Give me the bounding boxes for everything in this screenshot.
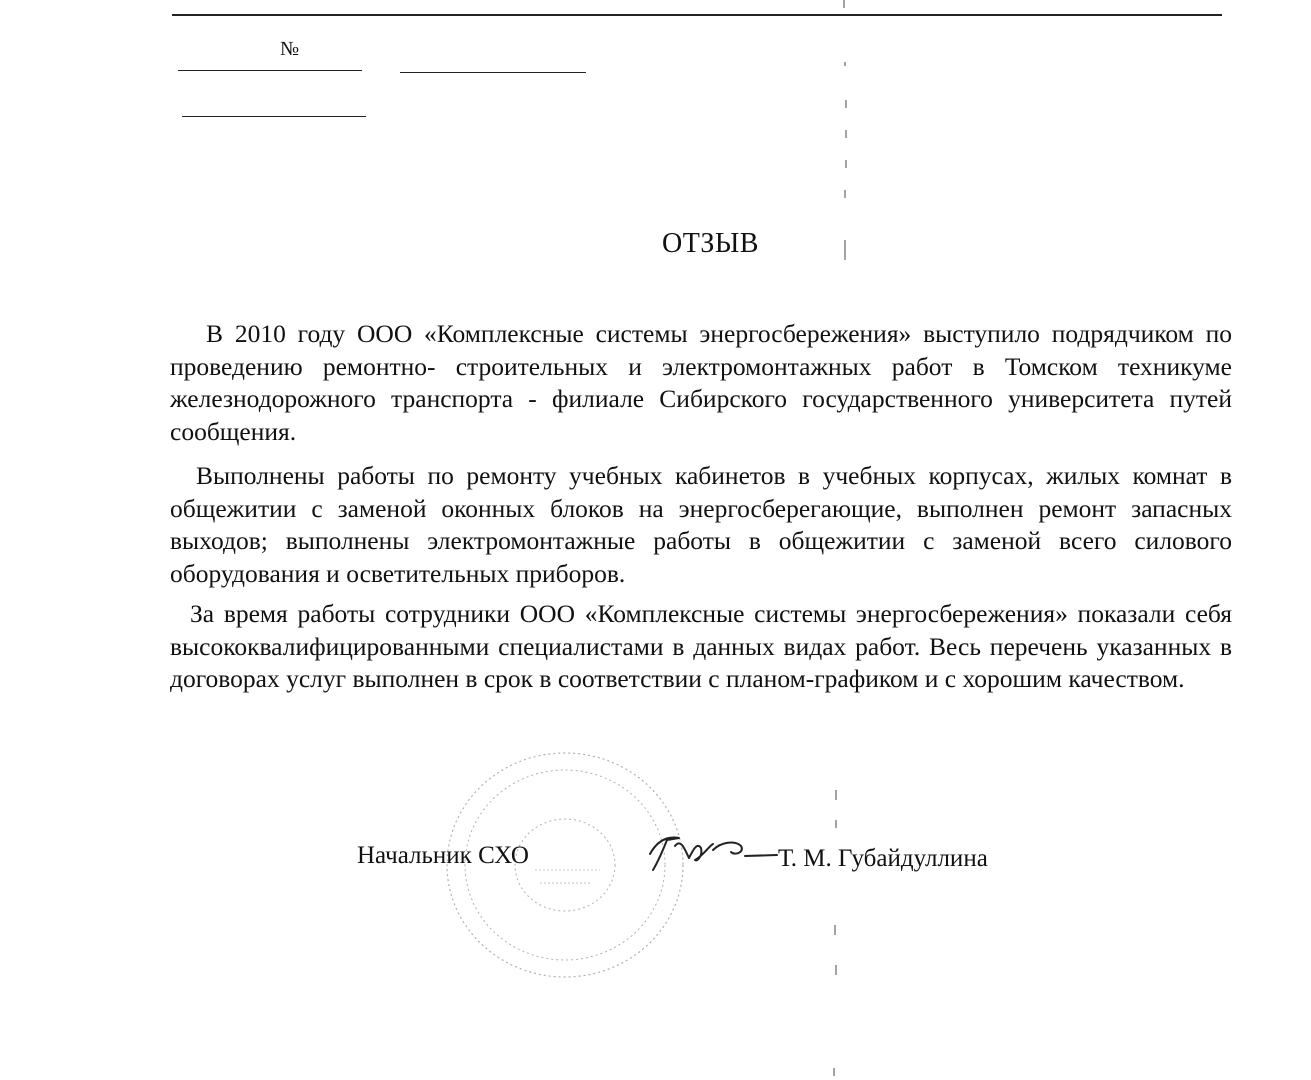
date-line	[400, 72, 586, 73]
paragraph-works: Выполнены работы по ремонту учебных кабинетов в учебных корпусах, жилых комнат в общежитии с заменой оконных блоков на энергосберегающие, выполнен ремонт запасных выходов; выполнены электромонтажные работы в общежитии с заменой всего силового оборудования и осветительных приборов.	[170, 461, 1232, 588]
paragraph-contract: В 2010 году ООО «Комплексные системы энергосбережения» выступило подрядчиком по проведению ремонтно- строительных и электромонтажных работ в Томском техникуме железнодорожного транспорта - филиале Сибирского государственного университета путей сообщения.	[170, 319, 1232, 446]
signer-name: Т. М. Губайдуллина	[778, 845, 988, 872]
paragraph-assessment: За время работы сотрудники ООО «Комплексные системы энергосбережения» показали себя высококвалифицированными специалистами в данных видах работ. Весь перечень указанных в договорах услуг выполнен в срок в соответствии с планом-графиком и с хорошим качеством.	[170, 599, 1232, 693]
reference-line	[182, 116, 366, 117]
handwritten-signature	[645, 826, 780, 876]
number-line	[178, 70, 362, 71]
document-title: ОТЗЫВ	[662, 228, 759, 259]
number-sign: №	[280, 38, 300, 60]
top-rule	[172, 14, 1222, 16]
signer-position: Начальник СХО	[357, 842, 529, 869]
